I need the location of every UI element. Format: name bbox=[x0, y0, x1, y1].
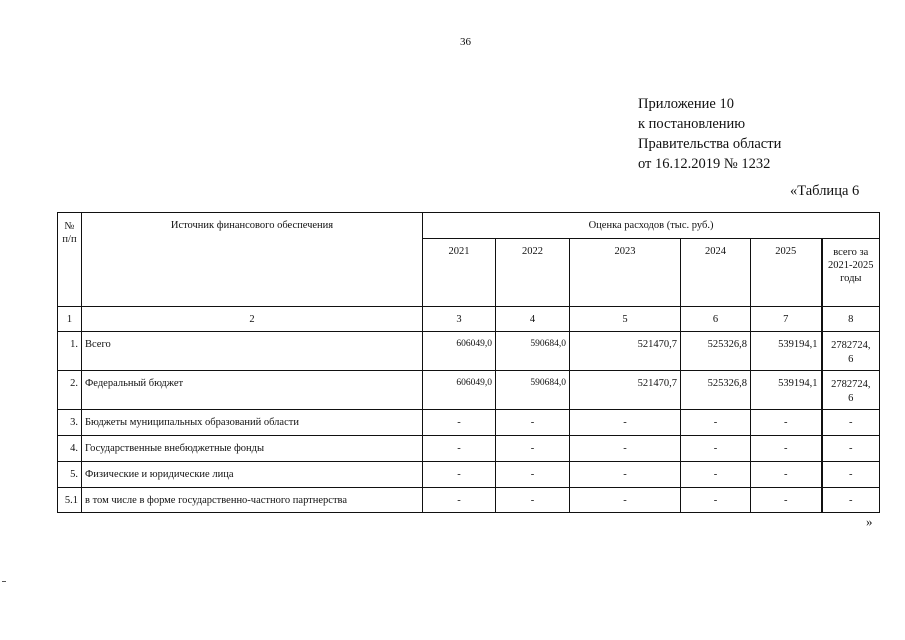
header-year: 2025 bbox=[751, 239, 822, 307]
value-cell: 606049,0 bbox=[423, 332, 496, 371]
column-number-row bbox=[58, 307, 880, 332]
value-cell: - bbox=[496, 410, 570, 436]
appendix-header bbox=[638, 94, 781, 174]
value-cell: - bbox=[681, 410, 751, 436]
value-cell: - bbox=[570, 462, 681, 488]
table-row bbox=[58, 371, 880, 410]
total-line: 6 bbox=[848, 393, 854, 404]
value-cell: - bbox=[570, 488, 681, 513]
appendix-line: к постановлению bbox=[638, 116, 746, 132]
appendix-line: Приложение 10 bbox=[638, 96, 734, 112]
header-year: 2022 bbox=[496, 239, 570, 307]
scan-edge-mark bbox=[2, 581, 6, 582]
table-row bbox=[58, 488, 880, 513]
total-line: 2782724, bbox=[831, 340, 871, 351]
value-cell: 539194,1 bbox=[751, 371, 822, 410]
total-cell bbox=[822, 332, 880, 371]
value-cell: - bbox=[423, 488, 496, 513]
column-number: 3 bbox=[423, 307, 496, 332]
row-source: Физические и юридические лица bbox=[82, 462, 423, 488]
value-cell: - bbox=[423, 436, 496, 462]
row-source: Всего bbox=[82, 332, 423, 371]
value-cell: - bbox=[570, 410, 681, 436]
column-number: 5 bbox=[570, 307, 681, 332]
row-source: Государственные внебюджетные фонды bbox=[82, 436, 423, 462]
value-cell: - bbox=[681, 462, 751, 488]
column-number: 2 bbox=[82, 307, 423, 332]
value-cell: 539194,1 bbox=[751, 332, 822, 371]
header-total: всего за 2021-2025 годы bbox=[822, 239, 880, 307]
table-row bbox=[58, 332, 880, 371]
column-number: 6 bbox=[681, 307, 751, 332]
total-cell: - bbox=[822, 488, 880, 513]
row-number: 4. bbox=[58, 436, 82, 462]
column-number: 7 bbox=[751, 307, 822, 332]
value-cell: - bbox=[681, 436, 751, 462]
column-number: 4 bbox=[496, 307, 570, 332]
row-source: Федеральный бюджет bbox=[82, 371, 423, 410]
value-cell: - bbox=[496, 436, 570, 462]
value-cell: - bbox=[496, 488, 570, 513]
value-cell: 525326,8 bbox=[681, 371, 751, 410]
appendix-line: Правительства области bbox=[638, 136, 782, 152]
value-cell: - bbox=[751, 488, 822, 513]
header-year: 2023 bbox=[570, 239, 681, 307]
row-number: 5.1 bbox=[58, 488, 82, 513]
header-year: 2024 bbox=[681, 239, 751, 307]
total-cell: - bbox=[822, 410, 880, 436]
value-cell: 525326,8 bbox=[681, 332, 751, 371]
header-number: № п/п bbox=[58, 213, 82, 307]
page-number: 36 bbox=[460, 36, 471, 48]
total-cell: - bbox=[822, 436, 880, 462]
value-cell: - bbox=[496, 462, 570, 488]
value-cell: - bbox=[423, 410, 496, 436]
value-cell: - bbox=[423, 462, 496, 488]
value-cell: - bbox=[570, 436, 681, 462]
column-number: 1 bbox=[58, 307, 82, 332]
header-estimate: Оценка расходов (тыс. руб.) bbox=[423, 213, 880, 239]
row-source: Бюджеты муниципальных образований области bbox=[82, 410, 423, 436]
value-cell: - bbox=[751, 462, 822, 488]
table-row bbox=[58, 410, 880, 436]
header-year: 2021 bbox=[423, 239, 496, 307]
row-number: 1. bbox=[58, 332, 82, 371]
row-source: в том числе в форме государственно-частного партнерства bbox=[82, 488, 423, 513]
row-number: 3. bbox=[58, 410, 82, 436]
total-line: 6 bbox=[848, 354, 854, 365]
value-cell: 521470,7 bbox=[570, 371, 681, 410]
financing-table bbox=[57, 212, 880, 513]
closing-quote: » bbox=[866, 514, 873, 529]
header-source: Источник финансового обеспечения bbox=[82, 213, 423, 307]
value-cell: 521470,7 bbox=[570, 332, 681, 371]
total-line: 2782724, bbox=[831, 379, 871, 390]
table-row bbox=[58, 436, 880, 462]
total-cell bbox=[822, 371, 880, 410]
value-cell: - bbox=[681, 488, 751, 513]
value-cell: 590684,0 bbox=[496, 371, 570, 410]
row-number: 5. bbox=[58, 462, 82, 488]
table-caption: «Таблица 6 bbox=[790, 183, 860, 199]
value-cell: - bbox=[751, 436, 822, 462]
table-row bbox=[58, 462, 880, 488]
value-cell: - bbox=[751, 410, 822, 436]
row-number: 2. bbox=[58, 371, 82, 410]
total-cell: - bbox=[822, 462, 880, 488]
appendix-line: от 16.12.2019 № 1232 bbox=[638, 156, 771, 172]
value-cell: 606049,0 bbox=[423, 371, 496, 410]
column-number: 8 bbox=[822, 307, 880, 332]
value-cell: 590684,0 bbox=[496, 332, 570, 371]
header-row bbox=[58, 213, 880, 239]
